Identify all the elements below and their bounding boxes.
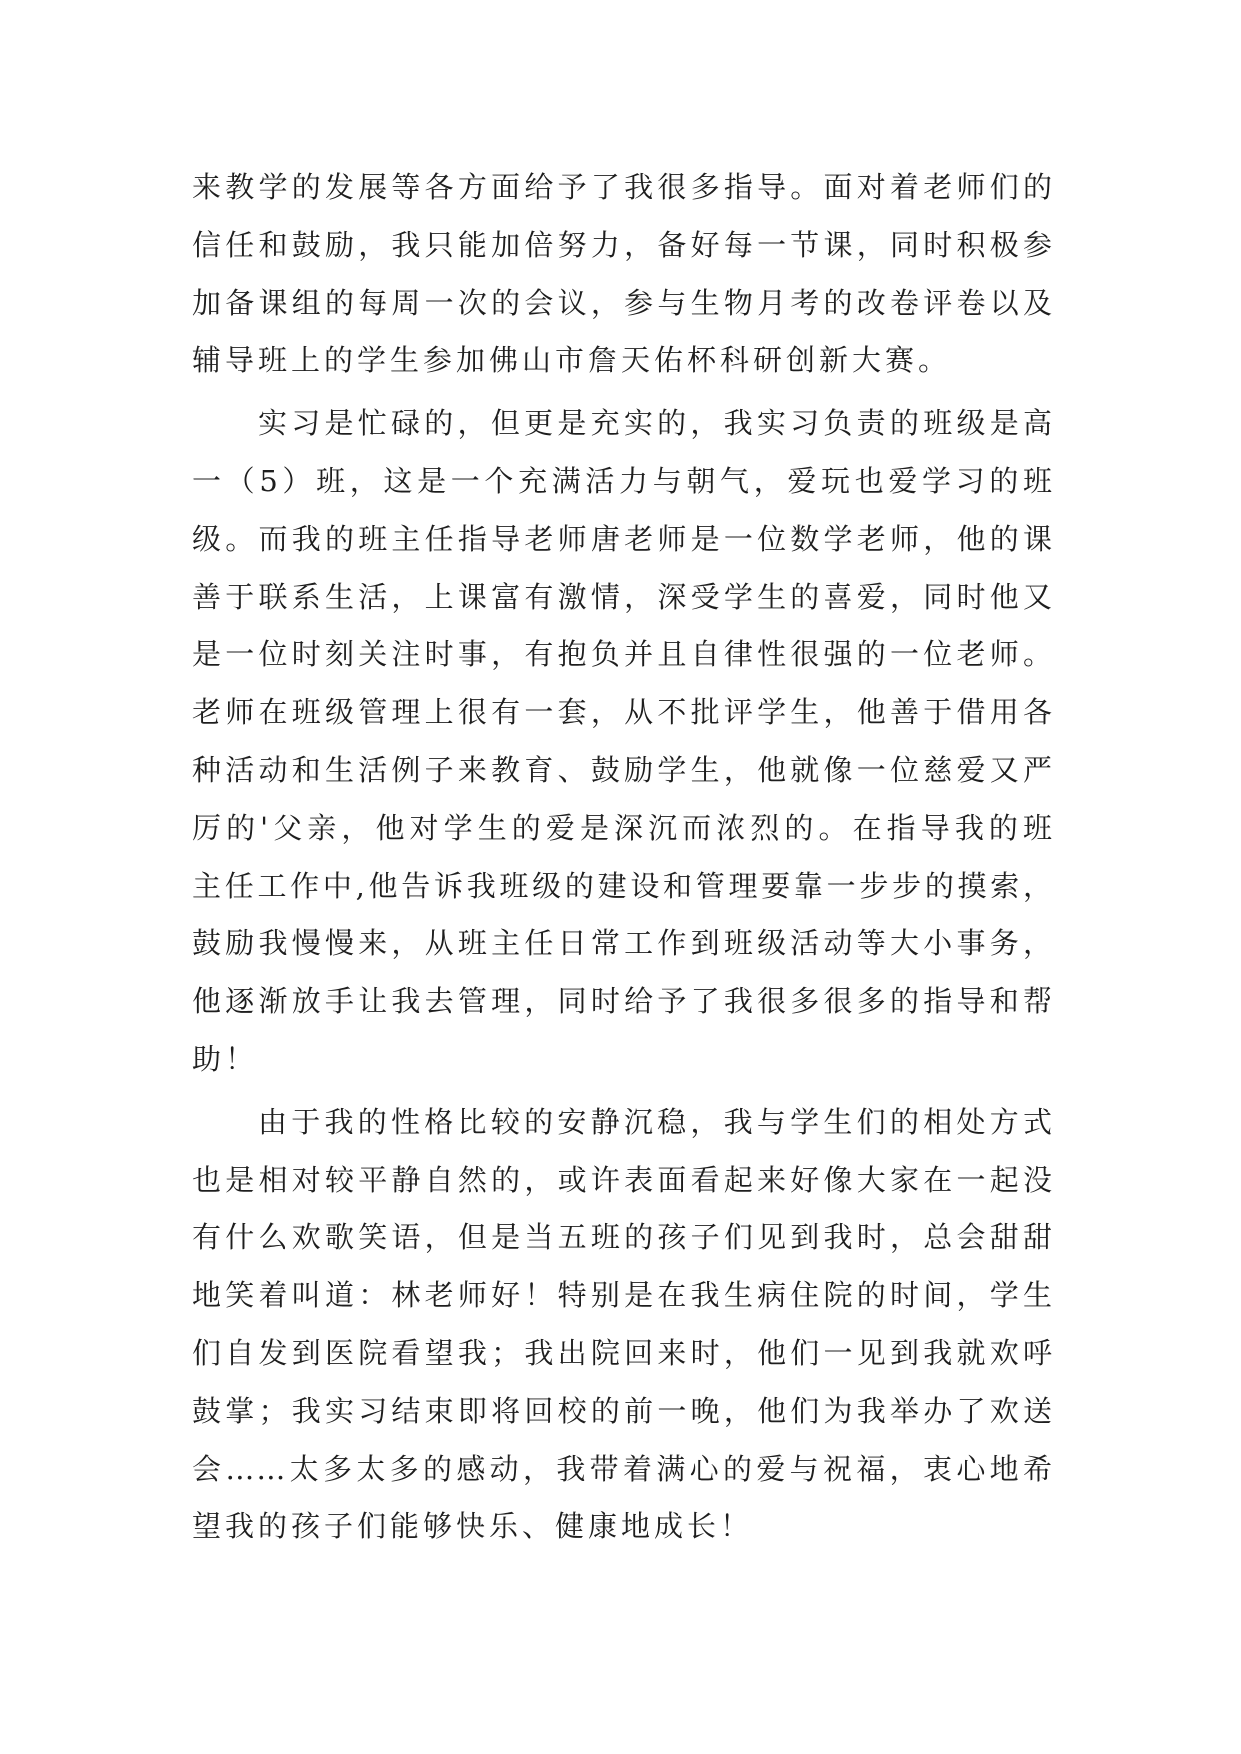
text-line: 鼓掌；我实习结束即将回校的前一晚，他们为我举办了欢送 — [192, 1393, 1054, 1428]
text-line: 老师在班级管理上很有一套，从不批评学生，他善于借用各 — [192, 695, 1054, 730]
text-line: 也是相对较平静自然的，或许表面看起来好像大家在一起没 — [192, 1162, 1054, 1197]
text-line: 望我的孩子们能够快乐、健康地成长！ — [192, 1509, 754, 1544]
text-line: 善于联系生活，上课富有激情，深受学生的喜爱，同时他又 — [192, 579, 1054, 614]
text-line: 辅导班上的学生参加佛山市詹天佑杯科研创新大赛。 — [192, 343, 952, 378]
body-text — [192, 159, 1054, 1556]
text-line: 信任和鼓励，我只能加倍努力，备好每一节课，同时积极参 — [192, 227, 1054, 262]
paragraph-1 — [192, 159, 1054, 390]
text-line: 厉的'父亲，他对学生的爱是深沉而浓烈的。在指导我的班 — [192, 810, 1054, 845]
text-line: 鼓励我慢慢来，从班主任日常工作到班级活动等大小事务， — [192, 926, 1054, 961]
text-line: 由于我的性格比较的安静沉稳，我与学生们的相处方式 — [258, 1104, 1054, 1139]
text-line: 级。而我的班主任指导老师唐老师是一位数学老师，他的课 — [192, 521, 1054, 556]
text-line: 们自发到医院看望我；我出院回来时，他们一见到我就欢呼 — [192, 1335, 1054, 1370]
text-line: 助！ — [192, 1041, 259, 1076]
text-line: 有什么欢歌笑语，但是当五班的孩子们见到我时，总会甜甜 — [192, 1220, 1054, 1255]
text-line: 加备课组的每周一次的会议，参与生物月考的改卷评卷以及 — [192, 285, 1054, 320]
text-line: 一（5）班，这是一个充满活力与朝气，爱玩也爱学习的班 — [192, 463, 1054, 498]
text-line: 是一位时刻关注时事，有抱负并且自律性很强的一位老师。 — [192, 637, 1054, 672]
paragraph-3 — [192, 1094, 1054, 1556]
text-line: 来教学的发展等各方面给予了我很多指导。面对着老师们的 — [192, 170, 1054, 204]
text-line: 他逐渐放手让我去管理，同时给予了我很多很多的指导和帮 — [192, 984, 1054, 1019]
paragraph-2 — [192, 395, 1054, 1089]
text-line: 实习是忙碌的，但更是充实的，我实习负责的班级是高 — [258, 406, 1054, 441]
text-line: 种活动和生活例子来教育、鼓励学生，他就像一位慈爱又严 — [192, 752, 1054, 787]
text-line: 会……太多太多的感动，我带着满心的爱与祝福，衷心地希 — [192, 1451, 1054, 1486]
text-line: 主任工作中,他告诉我班级的建设和管理要靠一步步的摸索， — [192, 868, 1054, 903]
text-line: 地笑着叫道：林老师好！特别是在我生病住院的时间，学生 — [192, 1278, 1054, 1313]
